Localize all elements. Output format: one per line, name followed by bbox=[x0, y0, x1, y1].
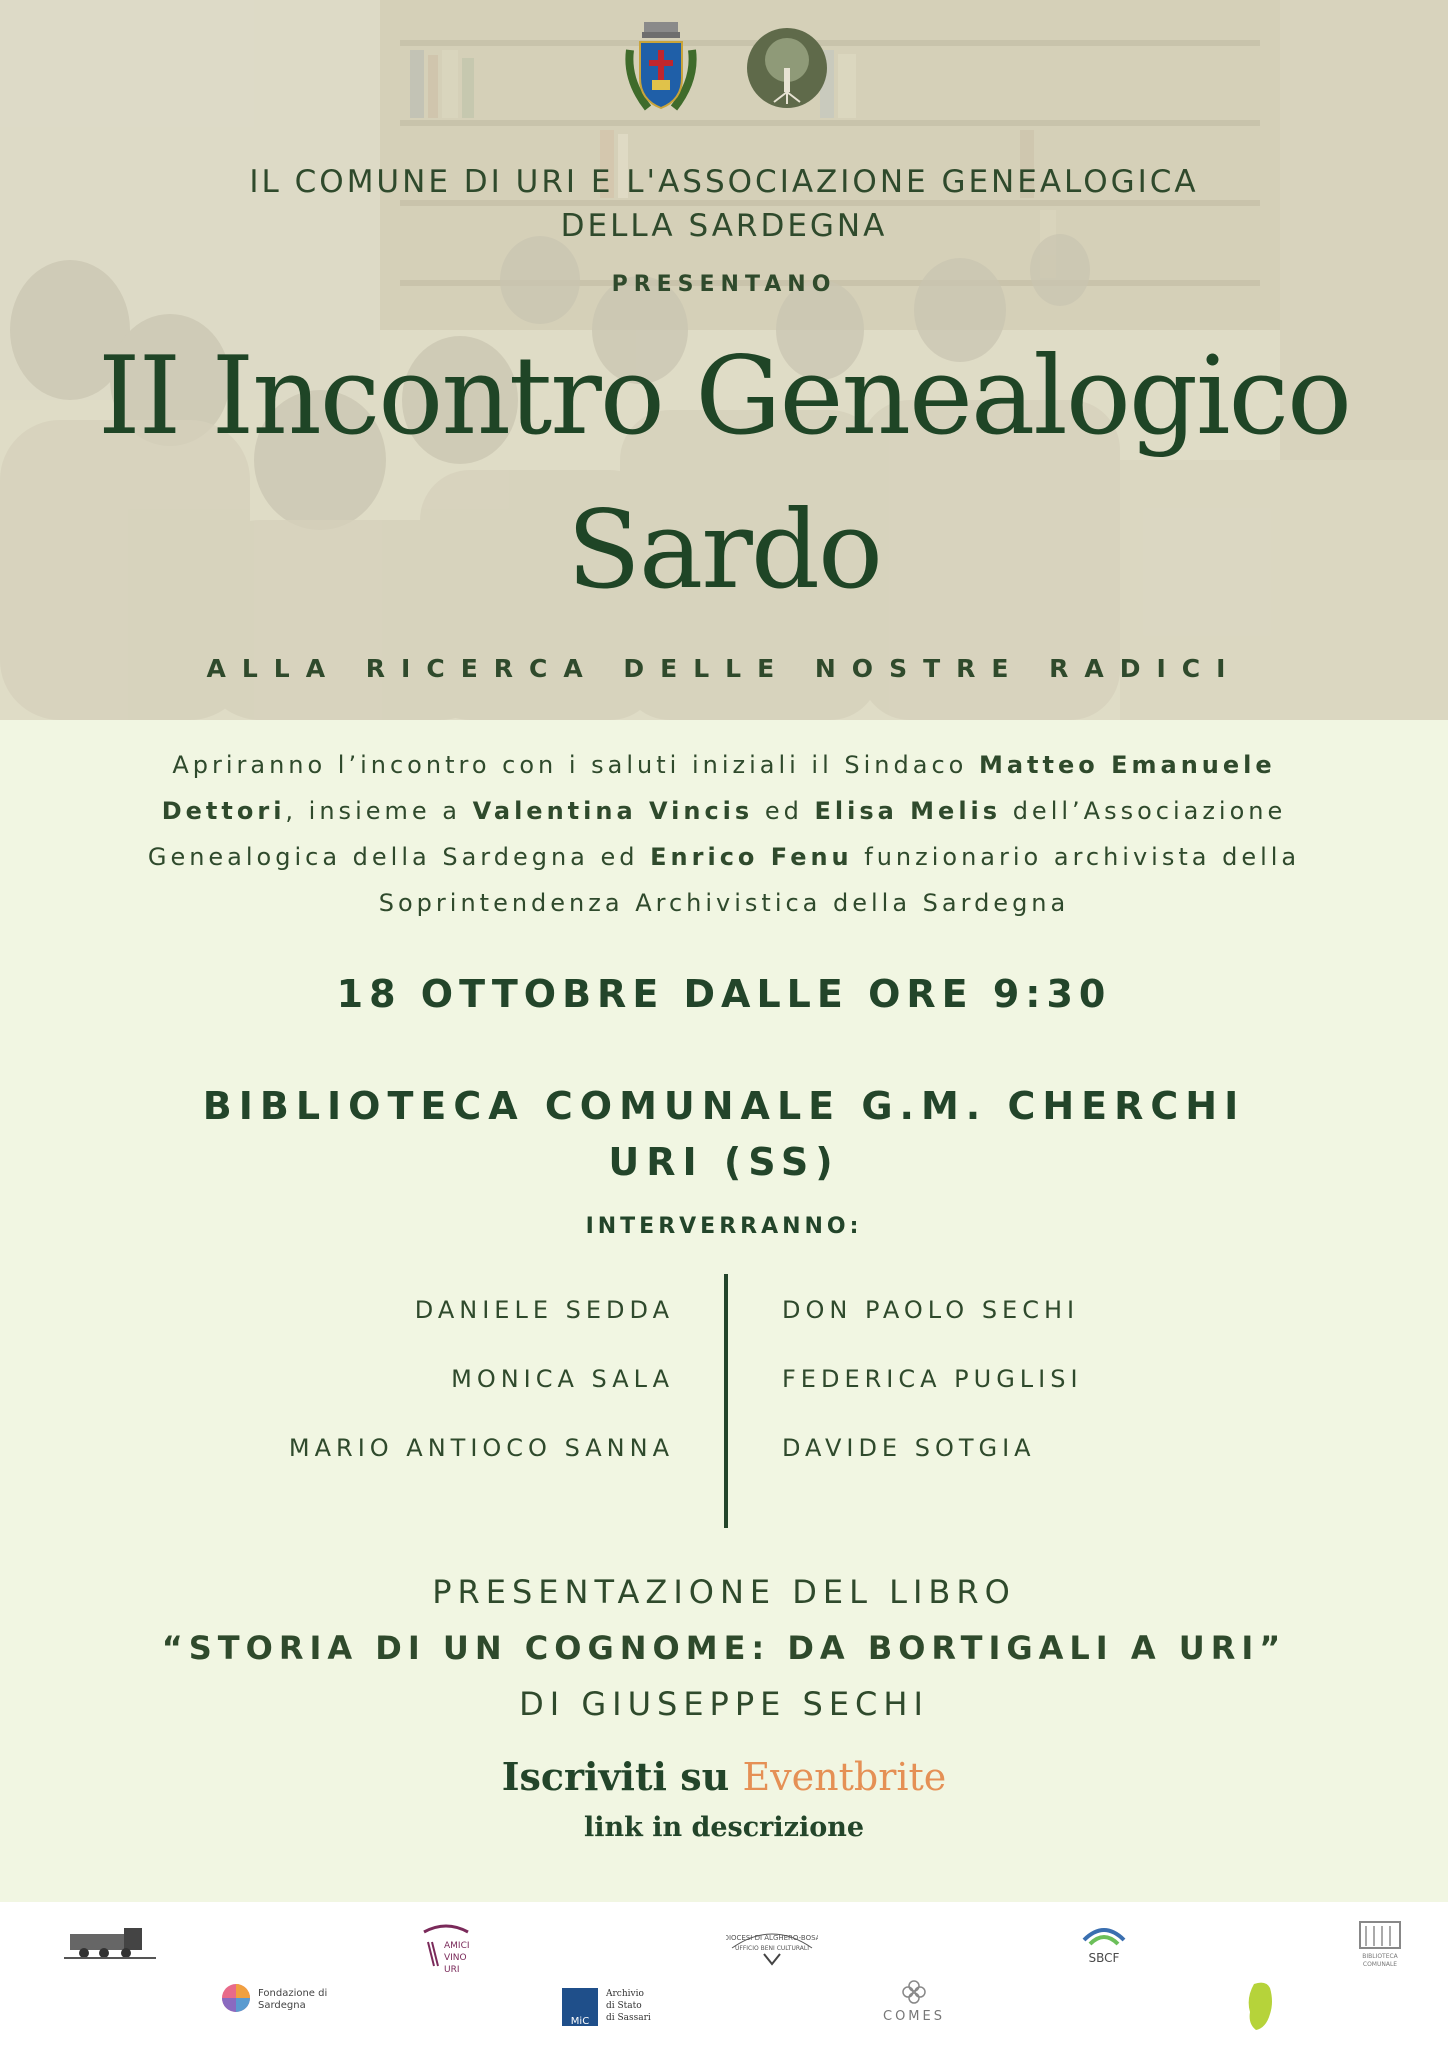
speaker-item: MARIO ANTIOCO SANNA bbox=[288, 1434, 674, 1462]
fondazione-logo bbox=[220, 1982, 330, 2014]
svg-text:URI: URI bbox=[444, 1965, 460, 1975]
book-author: DI GIUSEPPE SECHI bbox=[519, 1685, 929, 1723]
signup-cta[interactable] bbox=[0, 1754, 1448, 1799]
svg-text:DIOCESI DI ALGHERO-BOSA: DIOCESI DI ALGHERO-BOSA bbox=[726, 1934, 818, 1942]
intro-text-2: , insieme a bbox=[285, 797, 473, 825]
svg-text:VINO: VINO bbox=[444, 1953, 467, 1963]
genealogy-tree-icon bbox=[744, 20, 830, 120]
signup-subtext: link in descrizione bbox=[583, 1812, 865, 1843]
sponsors-footer bbox=[0, 1902, 1448, 2048]
sbcf-logo bbox=[1078, 1918, 1130, 1972]
svg-text:SBCF: SBCF bbox=[1088, 1951, 1120, 1965]
comes-knot-icon bbox=[874, 1974, 954, 2024]
speaker-item: DAVIDE SOTGIA bbox=[782, 1434, 1036, 1462]
svg-text:UFFICIO BENI CULTURALI: UFFICIO BENI CULTURALI bbox=[734, 1945, 810, 1952]
intro-text-3: ed bbox=[753, 797, 815, 825]
train-association-logo bbox=[64, 1926, 156, 1964]
logos-top bbox=[0, 20, 1448, 120]
intro-text-4: dell’Associazione Genealogica della Sardegna ed bbox=[147, 797, 1287, 871]
speakers-divider bbox=[724, 1274, 728, 1528]
amici-vino-logo bbox=[418, 1922, 474, 1982]
speakers-right-column bbox=[782, 1296, 1083, 1503]
event-venue bbox=[0, 1078, 1448, 1190]
svg-text:COMES: COMES bbox=[883, 2009, 945, 2024]
presentano-label: PRESENTANO bbox=[611, 272, 837, 297]
diocesi-emblem-icon bbox=[726, 1924, 818, 1970]
mic-icon bbox=[560, 1984, 660, 2030]
diocesi-logo bbox=[726, 1924, 818, 1974]
intro-text-1: Apriranno l’incontro con i saluti iniziali il Sindaco bbox=[172, 751, 979, 779]
organizers bbox=[0, 160, 1448, 248]
tagline: ALLA RICERCA DELLE NOSTRE RADICI bbox=[206, 654, 1242, 683]
venue-line1: BIBLIOTECA COMUNALE G.M. CHERCHI bbox=[202, 1084, 1246, 1128]
book-presentation bbox=[0, 1564, 1448, 1732]
intro-text-5: funzionario archivista della Soprintendenza Archivistica della Sardegna bbox=[378, 843, 1301, 917]
venue-line2: URI (SS) bbox=[608, 1140, 840, 1184]
hero-banner bbox=[0, 0, 1448, 720]
title-line1: II Incontro Genealogico bbox=[97, 334, 1351, 459]
wine-icon bbox=[418, 1922, 474, 1978]
sbcf-waves-icon bbox=[1078, 1918, 1130, 1968]
pro-loco-logo bbox=[1236, 1978, 1286, 2048]
svg-text:MiC: MiC bbox=[570, 2016, 590, 2027]
speaker-melis: Elisa Melis bbox=[814, 797, 1002, 825]
event-title bbox=[0, 320, 1448, 628]
uri-crest-icon bbox=[618, 20, 704, 120]
speaker-item: FEDERICA PUGLISI bbox=[782, 1365, 1083, 1393]
speakers-heading: INTERVERRANNO: bbox=[585, 1214, 863, 1239]
book-title: “STORIA DI UN COGNOME: DA BORTIGALI A URI” bbox=[161, 1629, 1287, 1667]
organizers-line1: IL COMUNE DI URI E L'ASSOCIAZIONE GENEALOGICA bbox=[249, 164, 1199, 200]
archivio-sassari-logo bbox=[560, 1984, 660, 2034]
speaker-item: DON PAOLO SECHI bbox=[782, 1296, 1080, 1324]
svg-text:COMUNALE: COMUNALE bbox=[1362, 1961, 1398, 1968]
intro-paragraph bbox=[100, 742, 1348, 926]
svg-text:BIBLIOTECA: BIBLIOTECA bbox=[1362, 1953, 1398, 1960]
organizers-line2: DELLA SARDEGNA bbox=[560, 208, 888, 244]
speaker-vincis: Valentina Vincis bbox=[472, 797, 754, 825]
speakers-left-column bbox=[289, 1296, 674, 1503]
sardinia-map-icon bbox=[1236, 1978, 1286, 2044]
speaker-item: DANIELE SEDDA bbox=[414, 1296, 674, 1324]
eventbrite-link[interactable]: Eventbrite bbox=[742, 1755, 947, 1799]
svg-text:di Sassari: di Sassari bbox=[606, 2013, 651, 2023]
fondazione-label: Fondazione di Sardegna bbox=[258, 1988, 328, 2011]
train-icon bbox=[64, 1926, 156, 1960]
biblioteca-logo bbox=[1352, 1916, 1408, 1980]
fondazione-wheel-icon bbox=[220, 1982, 252, 2014]
event-date: 18 OTTOBRE DALLE ORE 9:30 bbox=[336, 972, 1112, 1016]
comes-logo bbox=[874, 1974, 954, 2028]
book-label: PRESENTAZIONE DEL LIBRO bbox=[432, 1573, 1016, 1611]
signup-prefix: Iscriviti su bbox=[501, 1754, 743, 1799]
title-line2: Sardo bbox=[566, 488, 882, 613]
svg-text:AMICI: AMICI bbox=[444, 1941, 470, 1951]
mayor-name: Matteo Emanuele Dettori bbox=[161, 751, 1276, 825]
svg-text:Archivio: Archivio bbox=[606, 1989, 644, 1999]
speaker-fenu: Enrico Fenu bbox=[650, 843, 853, 871]
library-building-icon bbox=[1352, 1916, 1408, 1976]
speaker-item: MONICA SALA bbox=[451, 1365, 674, 1393]
svg-text:di Stato: di Stato bbox=[606, 2001, 642, 2011]
